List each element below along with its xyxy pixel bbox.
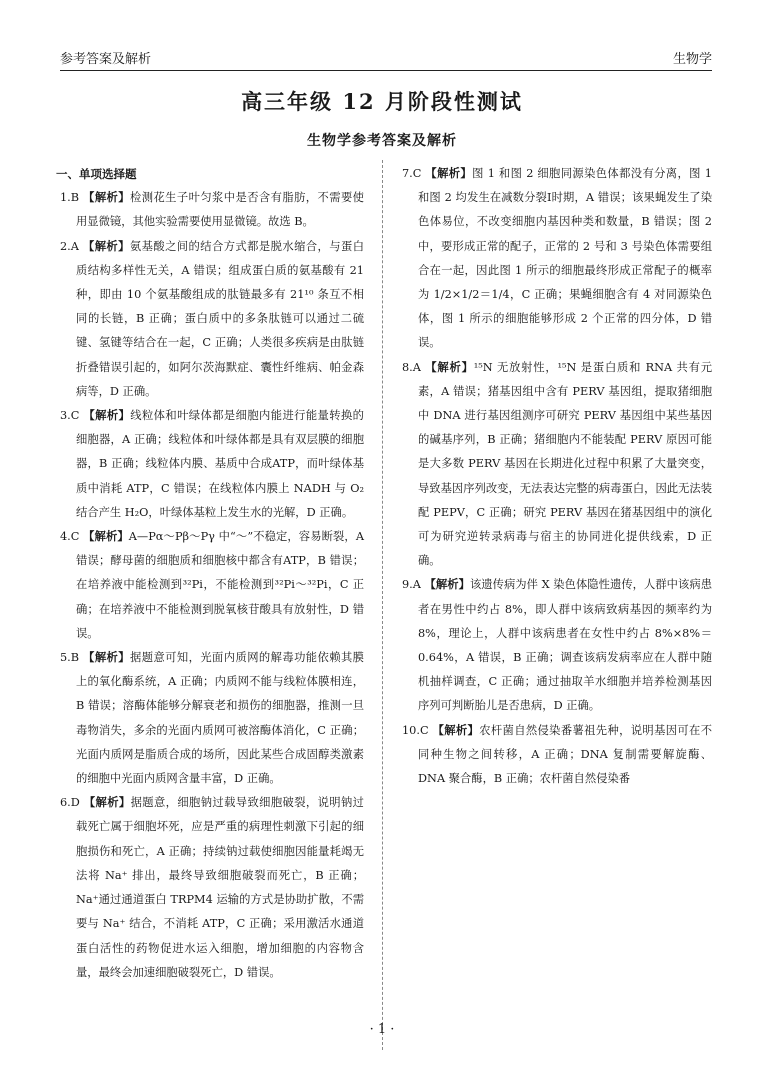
page-number: · 1 · — [369, 1022, 395, 1037]
answer-item-6 — [60, 791, 364, 985]
answer-number: 9.A — [402, 578, 421, 592]
right-column — [402, 162, 712, 791]
analysis-tag: 【解析】 — [82, 239, 130, 253]
answer-number: 1.B — [60, 191, 80, 205]
answer-text: 据题意，细胞钠过载导致细胞破裂，说明钠过载死亡属于细胞坏死，应是严重的病理性刺激下引起的细胞损伤和死亡，A 正确；持续钠过载使细胞因能量耗竭无法将 Na⁺ 排出，最终导致细胞破裂而死亡，B 正确；Na⁺通过通道蛋白 TRPM4 运输的方式是协助扩散，不需要与 Na⁺ 结合，不消耗 ATP，C 正确；采用激活水通道蛋白活性的药物促进水运入细胞，增加细胞的内容物含量，最终会加速细胞破裂死亡，D 错误。 — [76, 796, 364, 979]
answer-text: 农杆菌自然侵染番薯祖先种，说明基因可在不同种生物之间转移，A 正确；DNA 复制需要解旋酶、DNA 聚合酶，B 正确；农杆菌自然侵染番 — [418, 723, 712, 786]
answer-item-1 — [60, 186, 364, 234]
column-divider — [382, 160, 383, 1050]
section-heading: 一、单项选择题 — [56, 167, 137, 181]
analysis-tag: 【解析】 — [424, 578, 470, 592]
answer-item-3 — [60, 404, 364, 525]
analysis-tag: 【解析】 — [83, 651, 130, 665]
answer-number: 2.A — [60, 239, 79, 253]
answer-item-8 — [402, 356, 712, 574]
answer-text: 据题意可知，光面内质网的解毒功能依赖其膜上的氧化酶系统，A 正确；内质网不能与线粒体膜相连，B 错误；溶酶体能够分解衰老和损伤的细胞器，推测一旦毒物消失，多余的光面内质网可被溶酶体消化，C 正确；光面内质网是脂质合成的场所，因此某些合成固醇类激素的细胞中光面内质网含量丰富，D 正确。 — [76, 651, 364, 786]
document-subtitle: 生物学参考答案及解析 — [307, 133, 457, 149]
analysis-tag: 【解析】 — [425, 360, 474, 374]
answer-text: ¹⁵N 无放射性，¹⁵N 是蛋白质和 RNA 共有元素，A 错误；猪基因组中含有 PERV 基因组，提取猪细胞中 DNA 进行基因组测序可研究 PERV 基因组中某些基因的碱基序列，B 正确；猪细胞内不能装配 PERV 原因可能是大多数 PERV 基因在长期进化过程中积累了大量突变，导致基因序列改变，无法表达完整的病毒蛋白，因此无法装配 PEPV，C 正确；研究 PERV 基因在猪基因组中的演化可为研究逆转录病毒与宿主的协同进化提供线索，D 正确。 — [418, 360, 712, 568]
answer-item-2 — [60, 235, 364, 404]
answer-number: 6.D — [60, 796, 80, 810]
answer-text: 氨基酸之间的结合方式都是脱水缩合，与蛋白质结构多样性无关，A 错误；组成蛋白质的氨基酸有 21 种，即由 10 个氨基酸组成的肽链最多有 21¹⁰ 条互不相同的长链，B 正确；蛋白质中的多条肽链可以通过二硫键、氢键等结合在一起，C 正确；人类很多疾病是由肽链折叠错误引起的，如阿尔茨海默症、囊性纤维病、帕金森病等，D 正确。 — [76, 239, 364, 398]
answer-item-4 — [60, 525, 364, 646]
answer-number: 4.C — [60, 530, 80, 544]
answer-number: 5.B — [60, 651, 80, 665]
analysis-tag: 【解析】 — [425, 167, 473, 180]
answer-number: 8.A — [402, 360, 421, 374]
analysis-tag: 【解析】 — [83, 796, 131, 810]
answer-text: 检测花生子叶匀浆中是否含有脂肪，不需要使用显微镜，其他实验需要使用显微镜。故选 B。 — [76, 191, 364, 229]
answer-item-10 — [402, 719, 712, 792]
answer-item-5 — [60, 646, 364, 791]
answer-item-7 — [402, 162, 712, 356]
left-column — [56, 162, 364, 985]
answer-text: 该遗传病为伴 X 染色体隐性遗传，人群中该病患者在男性中约占 8%，即人群中该病致病基因的频率约为 8%，理论上，人群中该病患者在女性中约占 8%×8%＝0.64%，A 错误，B 正确；调查该病发病率应在人群中随机抽样调查，C 正确；通过抽取羊水细胞并培养检测基因序列可判断胎儿是否患病，D 正确。 — [418, 578, 712, 713]
answer-text: 图 1 和图 2 细胞同源染色体都没有分离，图 1 和图 2 均发生在减数分裂Ⅰ时期，A 错误；该果蝇发生了染色体易位，不改变细胞内基因种类和数量，B 错误；图 2 中，要形成正常的配子，正常的 2 号和 3 号染色体需要组合在一起，因此图 1 所示的细胞最终形成正常配子的概率为 1/2×1/2＝1/4，C 正确；果蝇细胞含有 4 对同源染色体，图 1 所示的细胞能够形成 2 个正常的四分体，D 错误。 — [418, 167, 712, 350]
answer-number: 7.C — [402, 167, 422, 180]
header-subject: 生物学 — [672, 52, 712, 67]
answer-item-9 — [402, 573, 712, 718]
analysis-tag: 【解析】 — [83, 530, 129, 544]
answer-number: 3.C — [60, 409, 80, 423]
analysis-tag: 【解析】 — [432, 723, 480, 737]
document-title: 高三年级 12 月阶段性测试 — [241, 89, 523, 114]
analysis-tag: 【解析】 — [83, 191, 130, 205]
page-header — [60, 44, 712, 71]
answer-text: A—Pα～Pβ～Pγ 中“～”不稳定，容易断裂，A 错误；酵母菌的细胞质和细胞核中都含有ATP，B 错误；在培养液中能检测到³²Pi，不能检测到³²Pi～³²Pi，C 正确；在培养液中不能检测到脱氧核苷酸具有放射性，D 错误。 — [76, 530, 364, 640]
answer-number: 10.C — [402, 723, 429, 737]
header-left-title: 参考答案及解析 — [60, 52, 152, 67]
answer-text: 线粒体和叶绿体都是细胞内能进行能量转换的细胞器，A 正确；线粒体和叶绿体都是具有双层膜的细胞器，B 正确；线粒体内膜、基质中合成ATP，而叶绿体基质中消耗 ATP，C 错误；在线粒体内膜上 NADH 与 O₂ 结合产生 H₂O，叶绿体基粒上发生水的光解，D 正确。 — [76, 409, 364, 519]
analysis-tag: 【解析】 — [83, 409, 131, 423]
